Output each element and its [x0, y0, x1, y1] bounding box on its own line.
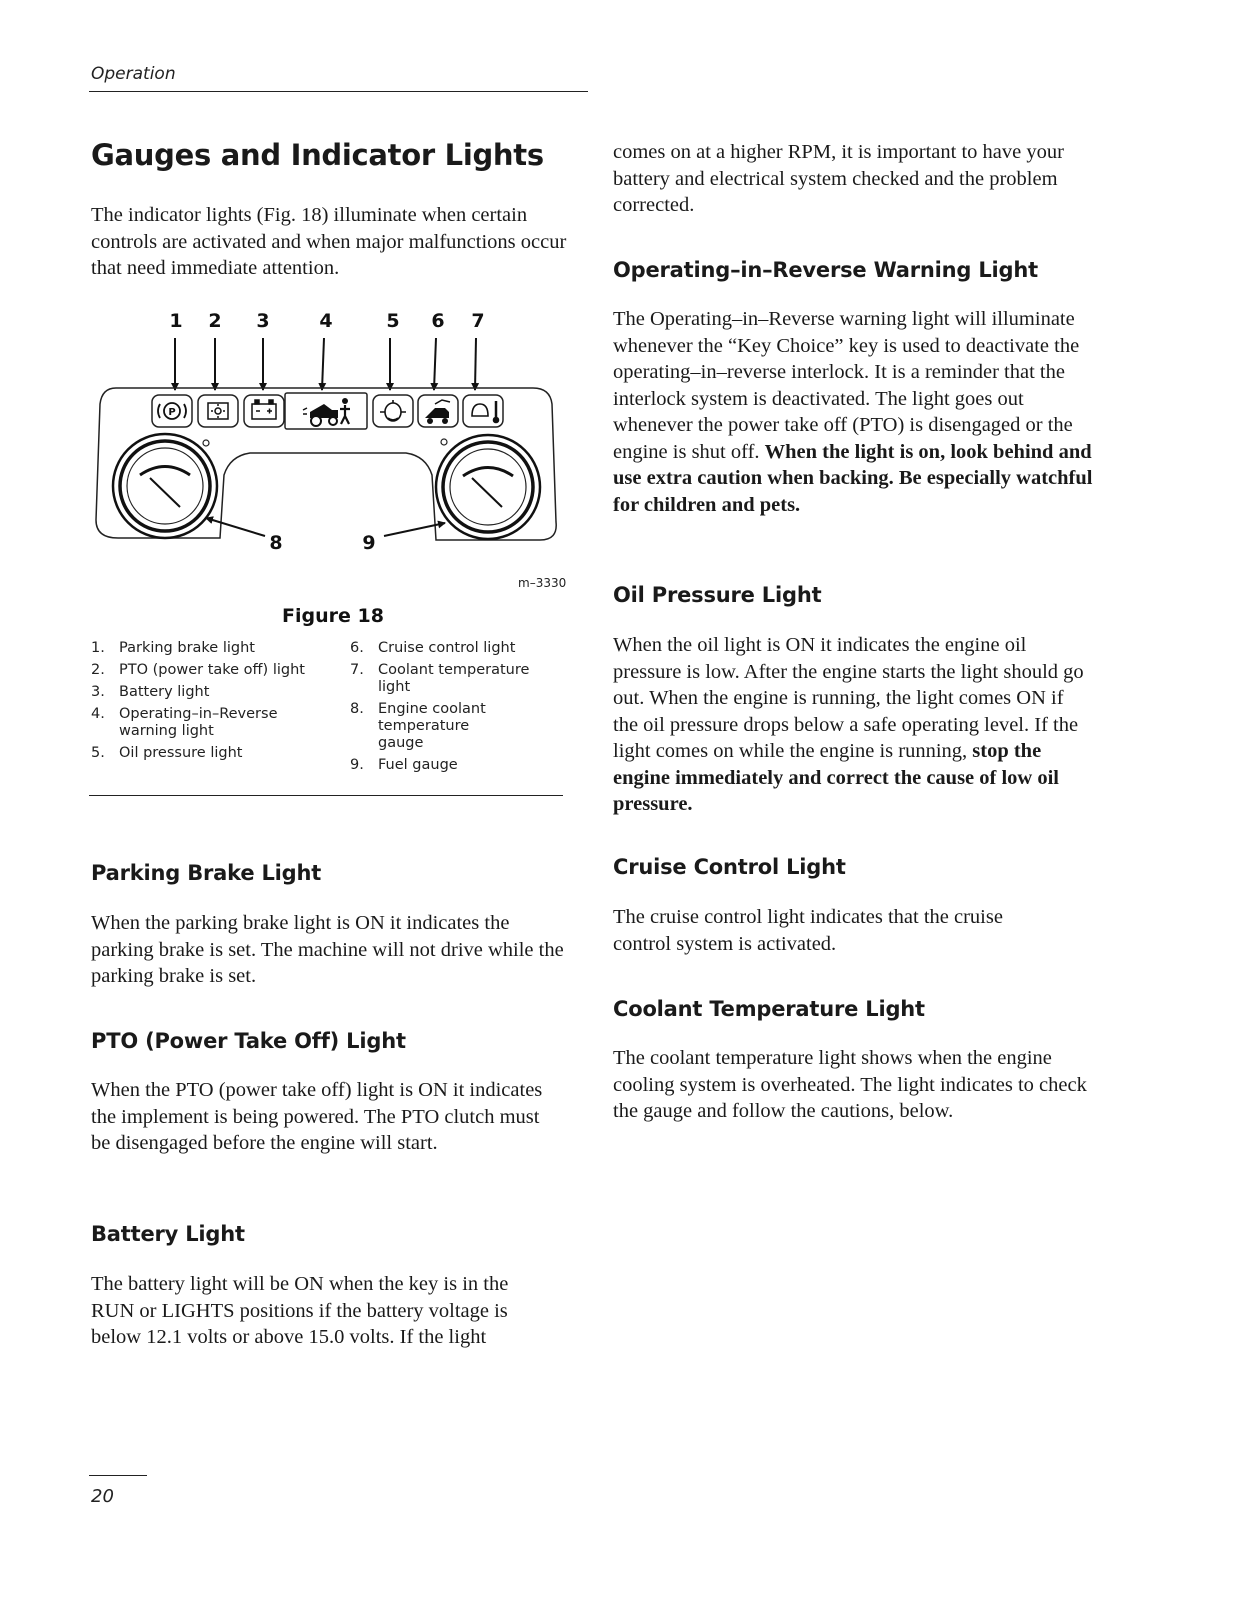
battery-icon	[252, 400, 276, 419]
fuel-gauge	[436, 435, 540, 539]
callout-9: 9	[362, 532, 376, 554]
legend-item: 2. PTO (power take off) light	[91, 662, 305, 678]
coolant-temperature-heading: Coolant Temperature Light	[613, 997, 925, 1021]
legend-item: 3. Battery light	[91, 684, 210, 700]
page-number: 20	[91, 1486, 114, 1507]
cruise-control-heading: Cruise Control Light	[613, 855, 846, 879]
legend-item: 5. Oil pressure light	[91, 745, 243, 761]
footer-rule	[89, 1475, 147, 1476]
battery-paragraph-continued: comes on at a higher RPM, it is important to have your battery and electrical system checked and the problem corrected.	[613, 141, 1064, 216]
callout-5: 5	[386, 310, 400, 332]
callout-6: 6	[431, 310, 445, 332]
engine-coolant-temperature-gauge	[113, 434, 217, 538]
intro-paragraph: The indicator lights (Fig. 18) illuminate when certain controls are activated and when major malfunctions occur that need immediate attention.	[91, 204, 567, 279]
cruise-control-icon	[425, 400, 450, 424]
callout-7: 7	[471, 310, 485, 332]
figure-legend-left	[91, 640, 336, 767]
legend-item: 7. Coolant temperature light	[350, 662, 530, 695]
pto-paragraph: When the PTO (power take off) light is ON it indicates the implement is being powered. The PTO clutch must be disengaged before the engine will start.	[91, 1079, 543, 1154]
coolant-temperature-icon	[472, 401, 499, 423]
page-title: Gauges and Indicator Lights	[91, 138, 544, 172]
reverse-warning-heading: Operating–in–Reverse Warning Light	[613, 258, 1038, 282]
callout-1: 1	[169, 310, 183, 332]
svg-text:P: P	[168, 407, 176, 418]
indicator-dot	[441, 439, 447, 445]
instrument-panel-diagram	[88, 300, 568, 562]
running-header: Operation	[91, 64, 176, 84]
coolant-temperature-paragraph: The coolant temperature light shows when the engine cooling system is overheated. The light indicates to check the gauge and follow the cautions, below.	[613, 1047, 1087, 1122]
parking-brake-paragraph: When the parking brake light is ON it indicates the parking brake is set. The machine will not drive while the parking brake is set.	[91, 912, 564, 987]
pto-icon	[208, 403, 228, 419]
battery-heading: Battery Light	[91, 1222, 245, 1246]
legend-item: 9. Fuel gauge	[350, 757, 458, 773]
legend-item: 8. Engine coolant temperature gauge	[350, 701, 486, 751]
figure-caption: Figure 18	[282, 605, 384, 627]
legend-item: 6. Cruise control light	[350, 640, 516, 656]
parking-brake-icon	[158, 403, 186, 419]
battery-paragraph: The battery light will be ON when the key is in the RUN or LIGHTS positions if the battery voltage is below 12.1 volts or above 15.0 volts. If the light	[91, 1273, 509, 1348]
oil-pressure-paragraph: When the oil light is ON it indicates the engine oil pressure is low. After the engine starts the light should go out. When the engine is running, the light comes ON if the oil pressure drops below a safe operating level. If the light comes on while the engine is running, stop the engine immediately and correct the cause of low oil pressure.	[613, 634, 1084, 815]
callout-8: 8	[269, 532, 283, 554]
indicator-dot	[203, 440, 209, 446]
parking-brake-heading: Parking Brake Light	[91, 861, 322, 885]
callout-4: 4	[319, 310, 333, 332]
legend-item: 1. Parking brake light	[91, 640, 255, 656]
cruise-control-paragraph: The cruise control light indicates that the cruise control system is activated.	[613, 906, 1003, 955]
callout-arrows	[175, 338, 476, 390]
gauge-callout-arrows	[206, 518, 445, 536]
legend-item: 4. Operating–in–Reverse warning light	[91, 706, 278, 739]
reverse-warning-caution: When the light is on, look behind and use extra caution when backing. Be especially watchful for children and pets.	[613, 440, 1093, 516]
reverse-warning-icon	[303, 398, 350, 426]
oil-pressure-caution: stop the engine immediately and correct the cause of low oil pressure.	[613, 740, 1059, 815]
figure-rule	[89, 795, 563, 796]
figure-code: m–3330	[518, 576, 567, 590]
pto-heading: PTO (Power Take Off) Light	[91, 1029, 406, 1053]
figure-legend-right	[350, 640, 565, 779]
oil-can-icon	[380, 400, 406, 421]
callout-2: 2	[208, 310, 222, 332]
oil-pressure-heading: Oil Pressure Light	[613, 583, 822, 607]
header-rule	[89, 91, 588, 92]
callout-3: 3	[256, 310, 270, 332]
reverse-warning-paragraph: The Operating–in–Reverse warning light will illuminate whenever the “Key Choice” key is used to deactivate the operating–in–reverse interlock. It is a reminder that the interlock system is deactivated. The light goes out whenever the power take off (PTO) is disengaged or the engine is shut off. When the light is on, look behind and use extra caution when backing. Be especially watchful for children and pets.	[613, 308, 1093, 516]
